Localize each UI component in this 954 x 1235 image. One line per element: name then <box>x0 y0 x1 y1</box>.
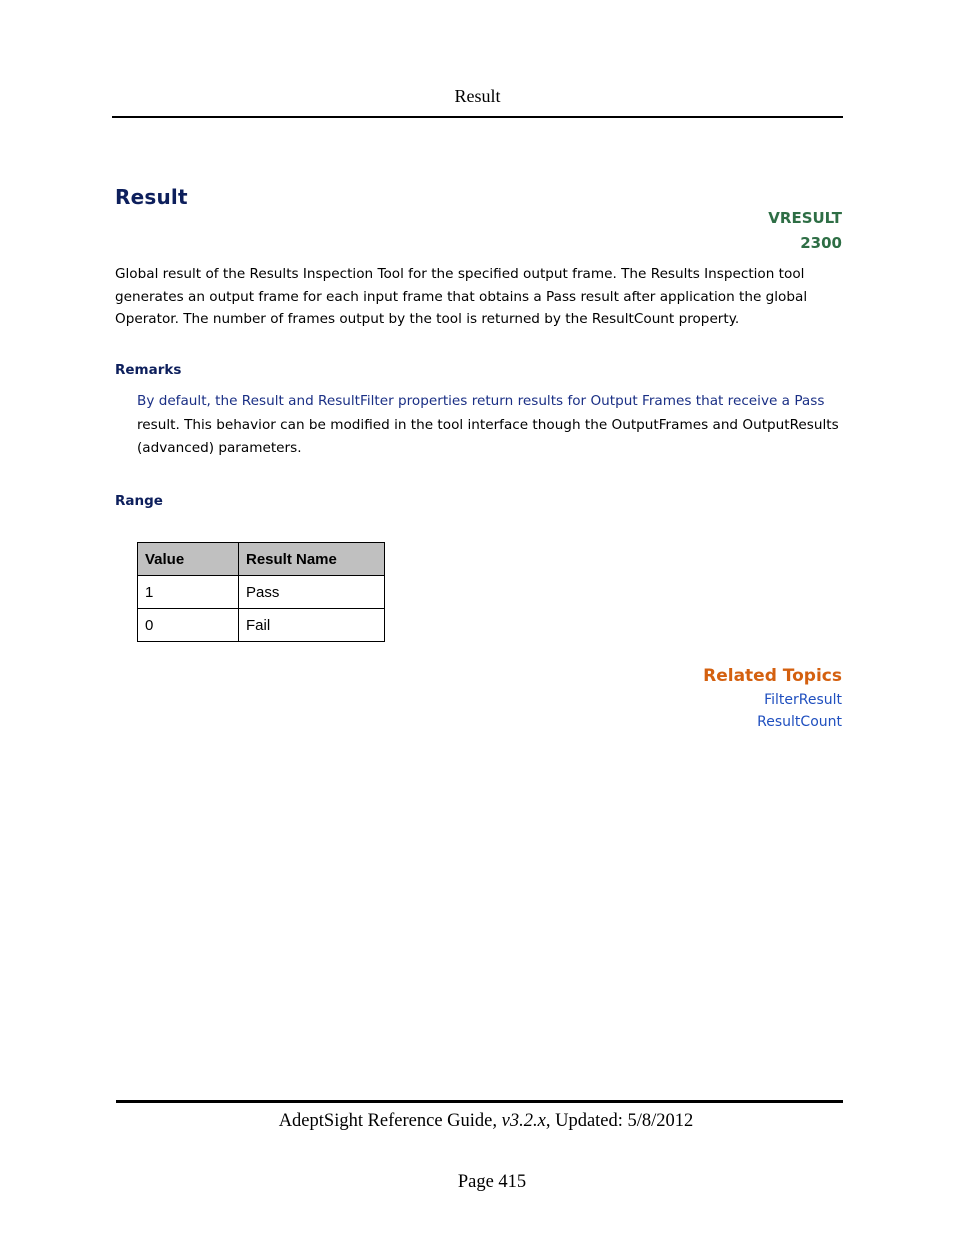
vresult-constant: VRESULT <box>768 209 842 227</box>
vresult-code: 2300 <box>800 234 842 252</box>
table-cell-value: 1 <box>138 576 239 609</box>
footer-divider <box>116 1100 843 1103</box>
header-divider <box>112 116 843 118</box>
table-row <box>138 609 385 642</box>
related-link-resultcount[interactable]: ResultCount <box>757 714 842 730</box>
footer-version: , v3.2.x <box>492 1111 546 1131</box>
footer-updated: , Updated: 5/8/2012 <box>545 1111 694 1131</box>
related-link-filterresult[interactable]: FilterResult <box>764 692 842 708</box>
related-topics-heading: Related Topics <box>703 666 842 686</box>
column-header-result-name: Result Name <box>239 543 385 576</box>
range-table <box>137 542 385 642</box>
range-heading: Range <box>115 493 163 509</box>
table-cell-value: 0 <box>138 609 239 642</box>
column-header-value: Value <box>138 543 239 576</box>
table-row <box>138 576 385 609</box>
running-header: Result <box>454 86 501 106</box>
topic-description: Global result of the Results Inspection Tool for the specified output frame. The Results Inspection tool generates an output frame for each input frame that obtains a Pass result after application the global Operator. The number of frames output by the tool is returned by the ResultCount property. <box>115 266 808 327</box>
remarks-text-rest: result. This behavior can be modified in the tool interface though the OutputFrames and OutputResults (advanced) parameters. <box>137 416 839 456</box>
page-title: Result <box>115 185 188 209</box>
remarks-text-highlight: By default, the Result and ResultFilter properties return results for Output Frames that receive a Pass <box>137 393 825 409</box>
footer-guide-title: AdeptSight Reference Guide <box>278 1111 493 1131</box>
remarks-text <box>137 390 847 461</box>
remarks-heading: Remarks <box>115 362 182 378</box>
table-cell-result-name: Fail <box>239 609 385 642</box>
footer-guide-line <box>116 1111 856 1132</box>
table-header-row <box>138 543 385 576</box>
table-cell-result-name: Pass <box>239 576 385 609</box>
page-number: Page 415 <box>457 1172 527 1192</box>
